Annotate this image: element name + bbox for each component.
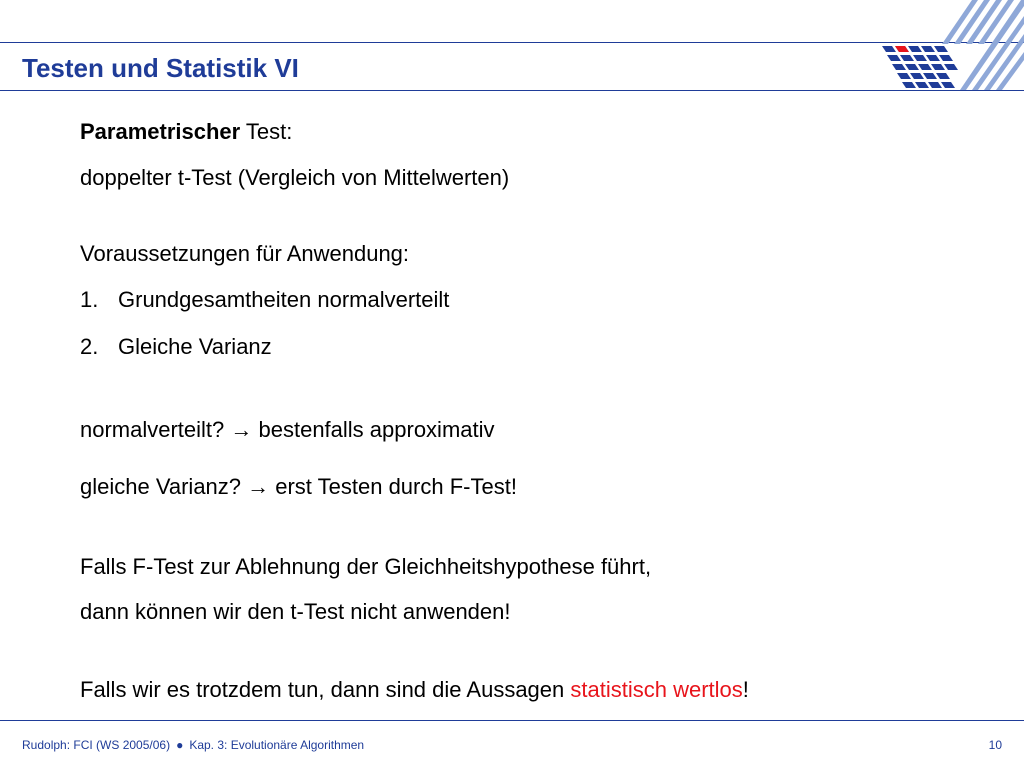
conclusion-text-start: Falls wir es trotzdem tun, dann sind die Aussagen <box>80 677 571 702</box>
footer-info <box>22 737 364 753</box>
title-bottom-rule <box>0 90 1024 91</box>
list-item-text: Grundgesamtheiten normalverteilt <box>118 287 450 312</box>
list-item-text: Gleiche Varianz <box>118 334 272 359</box>
list-item-number: 2. <box>80 334 99 359</box>
prerequisites-heading: Voraussetzungen für Anwendung: <box>80 241 410 266</box>
list-item-number: 1. <box>80 287 99 312</box>
double-t-test-line: doppelter t-Test (Vergleich von Mittelwerten) <box>80 165 510 190</box>
list-item <box>80 333 272 361</box>
t-test-consequence-line: dann können wir den t-Test nicht anwenden! <box>80 599 511 624</box>
title-top-rule <box>0 42 1024 43</box>
footer-course: Rudolph: FCI (WS 2005/06) <box>22 738 171 752</box>
university-grid-logo-icon <box>880 0 1024 90</box>
list-item <box>80 286 449 314</box>
footer-rule <box>0 720 1024 721</box>
footer-bullet-icon: ● <box>176 738 184 752</box>
conclusion-text-end: ! <box>742 677 749 702</box>
footer-chapter: Kap. 3: Evolutionäre Algorithmen <box>189 738 365 752</box>
slide-title: Testen und Statistik VI <box>22 53 299 83</box>
conclusion-line <box>80 676 749 704</box>
parametric-label: Parametrischer <box>80 119 241 144</box>
page-number: 10 <box>988 738 1002 752</box>
parametric-test-heading <box>80 118 292 146</box>
f-test-condition-line: Falls F-Test zur Ablehnung der Gleichheitshypothese führt, <box>80 554 652 579</box>
test-label: Test: <box>240 119 293 144</box>
statistically-worthless-highlight: statistisch wertlos <box>570 677 743 702</box>
equal-variance-note: gleiche Varianz? → erst Testen durch F-Test! <box>80 474 517 499</box>
normal-distribution-note: normalverteilt? → bestenfalls approximativ <box>80 417 495 442</box>
